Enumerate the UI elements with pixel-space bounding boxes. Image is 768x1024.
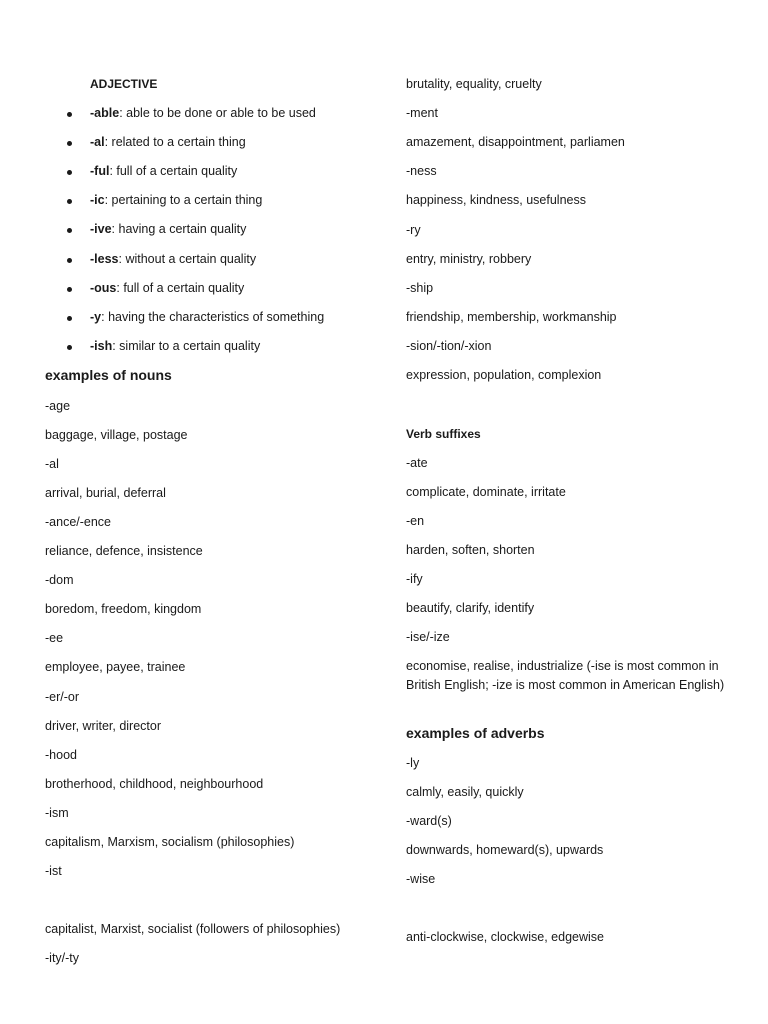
suffix-description: : full of a certain quality [116, 280, 245, 295]
noun-line: driver, writer, director [45, 718, 162, 733]
suffix-description: : able to be done or able to be used [119, 106, 316, 120]
bullet-icon [67, 287, 72, 292]
suffix-description: : without a certain quality [118, 251, 257, 266]
noun-line: capitalist, Marxist, socialist (followers of philosophies) [45, 921, 341, 936]
bullet-icon [67, 141, 72, 146]
noun-line: employee, payee, trainee [45, 660, 186, 675]
adverb-line: anti-clockwise, clockwise, edgewise [406, 930, 604, 944]
noun-line: -ance/-ence [45, 515, 112, 530]
suffix-label: -ous [90, 280, 117, 295]
adverb-line: -ly [406, 756, 420, 770]
adjective-suffix-text [90, 163, 237, 179]
verb-line: complicate, dominate, irritate [406, 485, 566, 499]
suffix-description: : similar to a certain quality [112, 338, 261, 353]
noun-line: baggage, village, postage [45, 428, 188, 443]
adjective-suffix-text [90, 192, 262, 208]
adjective-suffix-text [90, 251, 256, 267]
bullet-icon [67, 112, 72, 117]
verb-suffixes-heading: Verb suffixes [406, 427, 481, 441]
noun-line: brutality, equality, cruelty [406, 77, 542, 91]
suffix-label: -ish [90, 338, 113, 353]
verb-line: harden, soften, shorten [406, 543, 535, 557]
bullet-icon [67, 345, 72, 350]
noun-line: -ment [406, 106, 438, 121]
verb-line: -en [406, 514, 425, 528]
noun-line: -ness [406, 164, 437, 179]
bullet-icon [67, 316, 72, 321]
suffix-description: : having the characteristics of something [101, 309, 325, 324]
suffix-label: -ful [90, 164, 110, 179]
adverb-line: -ward(s) [406, 814, 452, 828]
ise-ize-examples: economise, realise, industrialize (-ise is most common in British English; -ize is most common in American English) [406, 659, 725, 692]
suffix-label: -ic [90, 193, 105, 208]
bullet-icon [67, 170, 72, 175]
adjective-suffix-text [90, 134, 246, 150]
adverb-line: -wise [406, 872, 436, 886]
verb-line: -ify [406, 572, 423, 586]
suffix-label: -able [90, 106, 120, 120]
adjective-suffix-text [90, 309, 324, 325]
noun-line: -ity/-ty [45, 950, 80, 965]
noun-line: arrival, burial, deferral [45, 486, 166, 501]
adverb-line: downwards, homeward(s), upwards [406, 843, 604, 857]
noun-line: -al [45, 457, 59, 472]
noun-line: amazement, disappointment, parliamen [406, 135, 625, 150]
verb-line: beautify, clarify, identify [406, 601, 535, 615]
adjective-heading: ADJECTIVE [90, 77, 158, 91]
suffix-description: : pertaining to a certain thing [104, 193, 263, 208]
noun-line: happiness, kindness, usefulness [406, 193, 586, 208]
suffix-description: : related to a certain thing [104, 135, 246, 150]
noun-line: -ee [45, 631, 64, 646]
adjective-suffix-text [90, 280, 244, 296]
noun-line: -ry [406, 222, 421, 237]
noun-line: friendship, membership, workmanship [406, 309, 617, 324]
suffix-description: : full of a certain quality [109, 164, 238, 179]
adjective-suffix-text [90, 105, 316, 121]
noun-line: brotherhood, childhood, neighbourhood [45, 776, 264, 791]
noun-line: -sion/-tion/-xion [406, 338, 492, 353]
adjective-suffix-text [90, 221, 246, 237]
noun-line: reliance, defence, insistence [45, 544, 203, 559]
suffix-label: -ive [90, 222, 112, 237]
adverbs-heading: examples of adverbs [406, 725, 545, 741]
suffix-label: -y [90, 309, 102, 324]
noun-line: -ist [45, 863, 62, 878]
adverb-line: calmly, easily, quickly [406, 785, 524, 799]
suffix-label: -al [90, 135, 105, 150]
noun-line: -dom [45, 573, 74, 588]
noun-line: capitalism, Marxism, socialism (philosophies) [45, 834, 295, 849]
noun-line: boredom, freedom, kingdom [45, 602, 202, 617]
bullet-icon [67, 228, 72, 233]
noun-line: -ism [45, 805, 69, 820]
nouns-heading: examples of nouns [45, 367, 172, 383]
noun-line: -hood [45, 747, 77, 762]
noun-line: expression, population, complexion [406, 368, 602, 382]
adjective-suffix-text [90, 338, 260, 354]
suffix-label: -less [90, 251, 119, 266]
noun-line: -er/-or [45, 689, 80, 704]
verb-line: -ate [406, 456, 428, 470]
suffix-description: : having a certain quality [111, 222, 247, 237]
noun-line: -age [45, 399, 71, 413]
verb-line: -ise/-ize [406, 630, 450, 644]
bullet-icon [67, 199, 72, 204]
noun-line: entry, ministry, robbery [406, 251, 532, 266]
bullet-icon [67, 258, 72, 263]
noun-line: -ship [406, 280, 434, 295]
